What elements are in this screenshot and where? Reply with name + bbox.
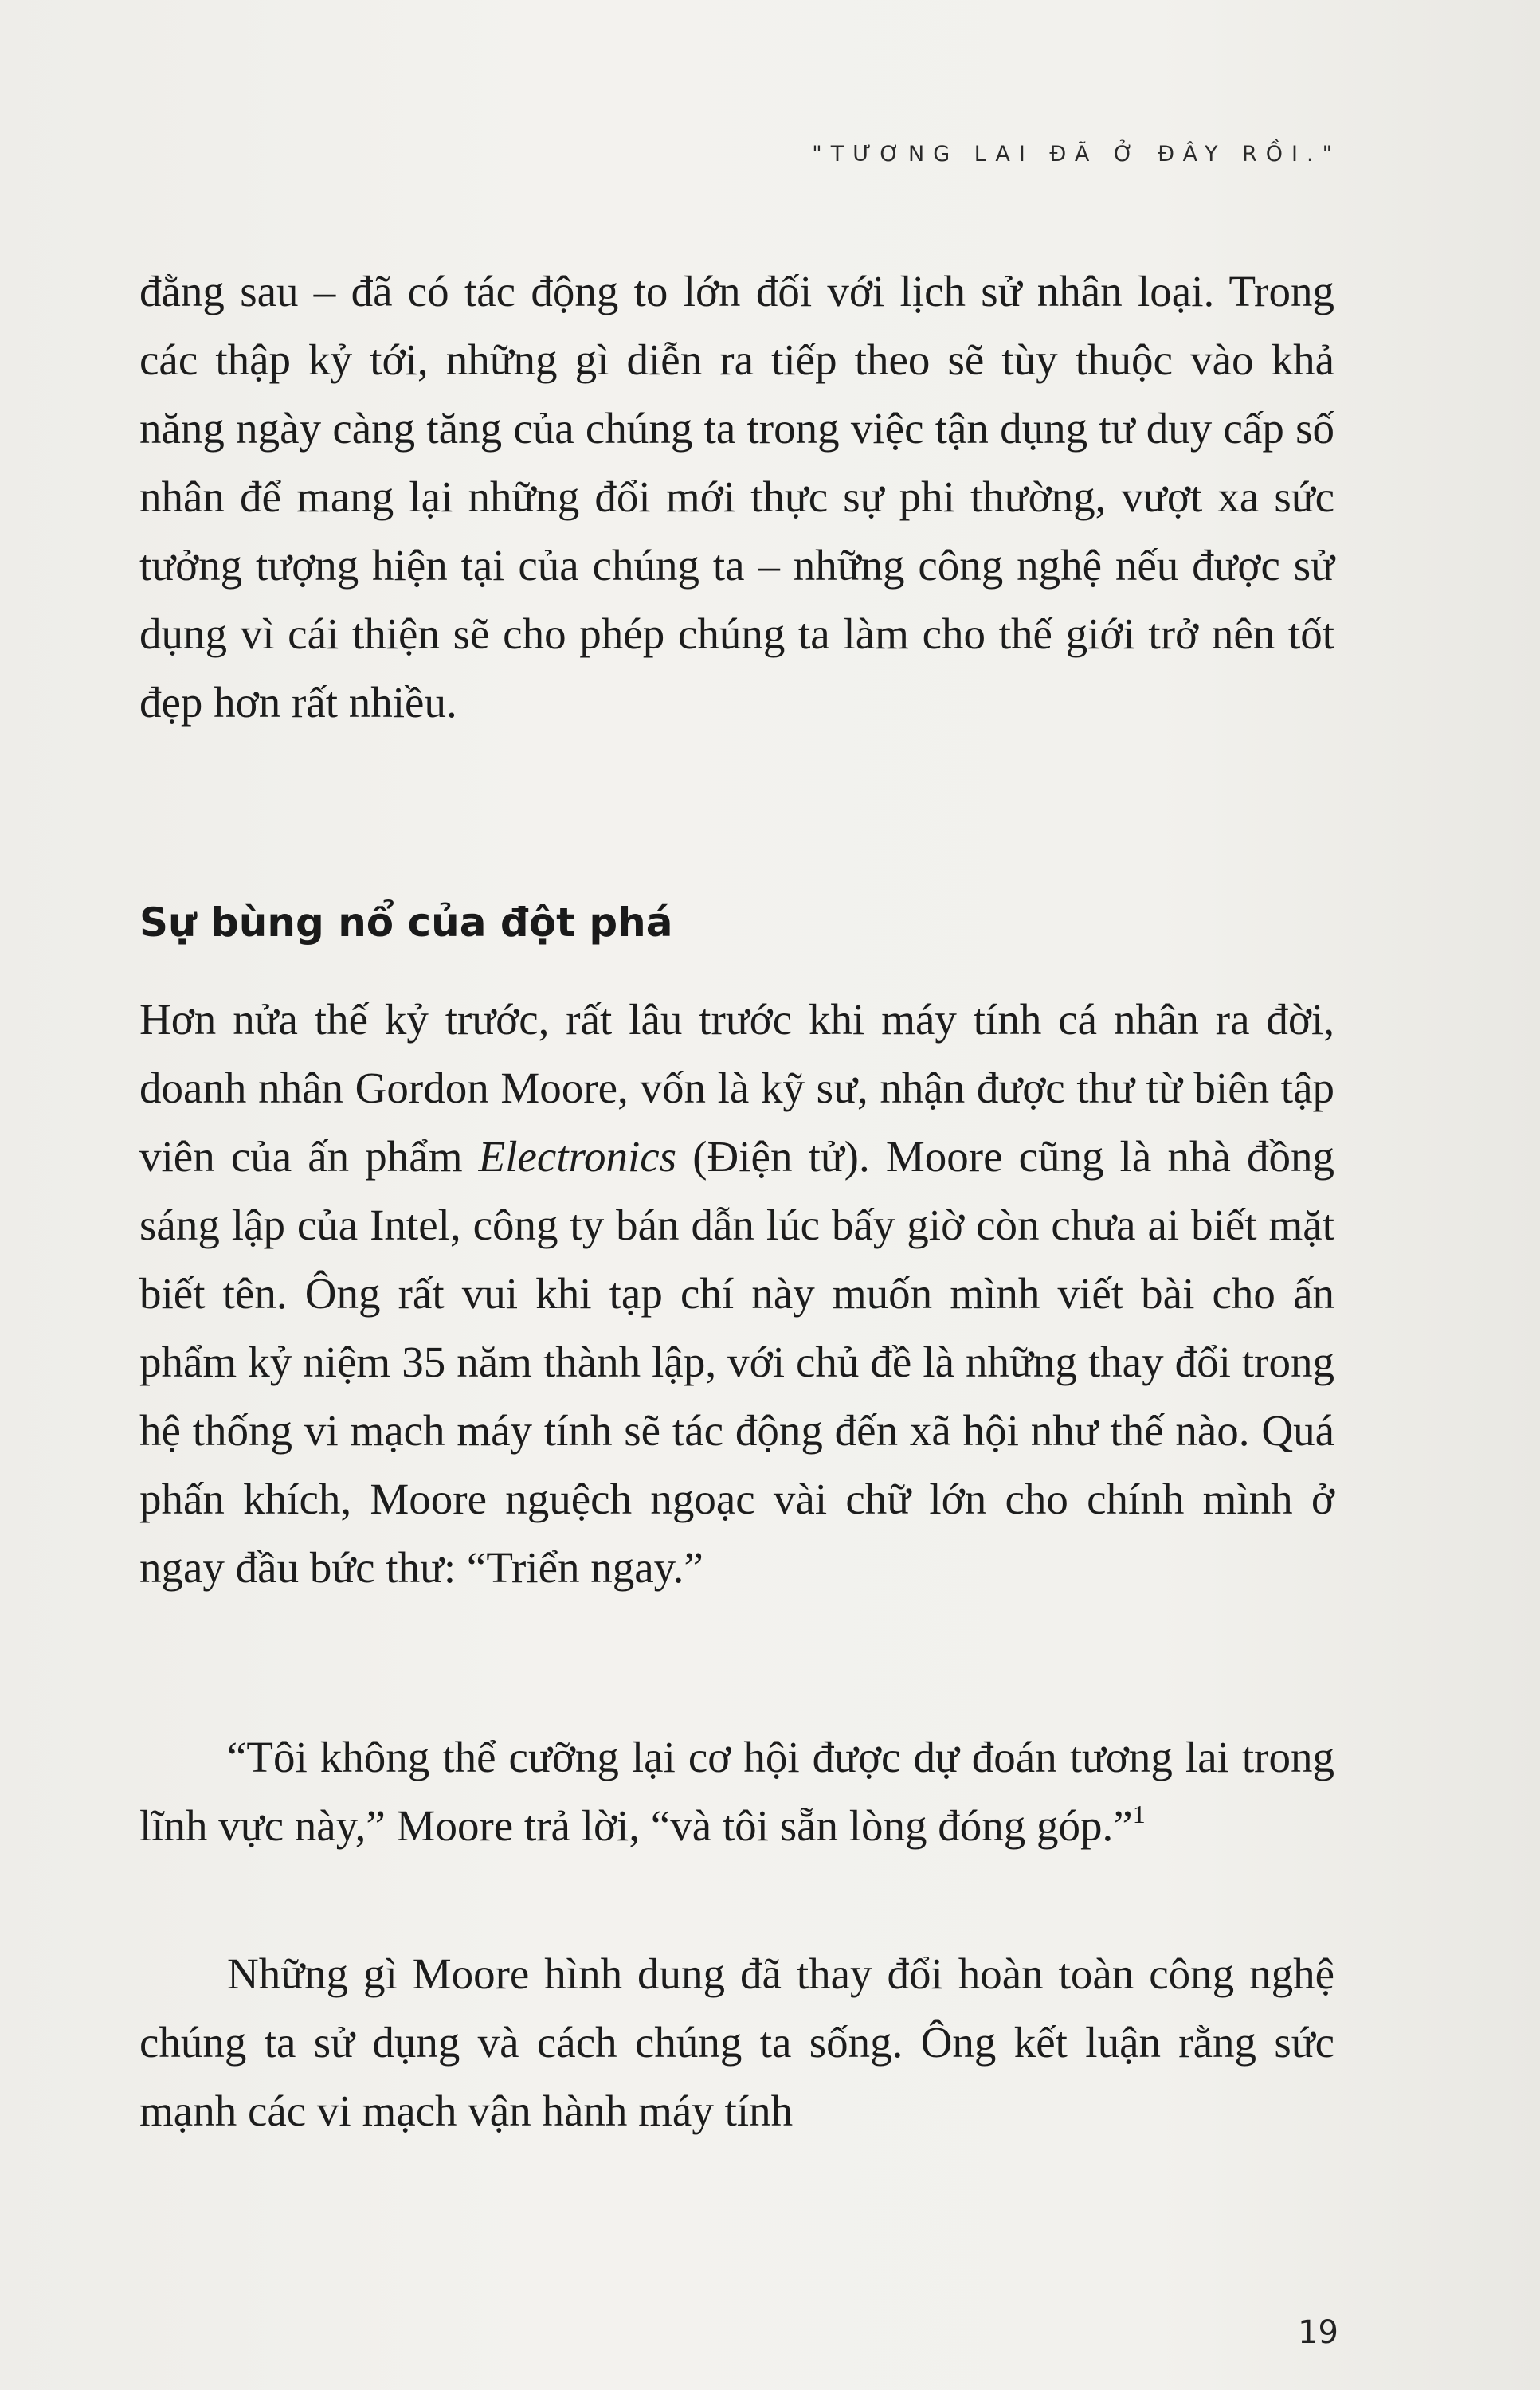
paragraph-2-text — [139, 1723, 1334, 1860]
paragraph-2 — [139, 1723, 1334, 1860]
section-heading: Sự bùng nổ của đột phá — [139, 899, 673, 946]
footnote-reference: 1 — [1132, 1800, 1146, 1828]
paragraph-3 — [139, 1940, 1334, 2145]
continuation-paragraph — [139, 257, 1334, 737]
continuation-text: đằng sau – đã có tác động to lớn đối với lịch sử nhân loại. Trong các thập kỷ tới, những gì diễn ra tiếp theo sẽ tùy thuộc vào khả năng ngày càng tăng của chúng ta trong việc tận dụng tư duy cấp số nhân để mang lại những đổi mới thực sự phi thường, vượt xa sức tưởng tượng hiện tại của chúng ta – những công nghệ nếu được sử dụng vì cái thiện sẽ cho phép chúng ta làm cho thế giới trở nên tốt đẹp hơn rất nhiều. — [139, 267, 1334, 727]
page-number: 19 — [1298, 2314, 1338, 2351]
paragraph-3-text: Những gì Moore hình dung đã thay đổi hoàn toàn công nghệ chúng ta sử dụng và cách chúng ta sống. Ông kết luận rằng sức mạnh các vi mạch vận hành máy tính — [139, 1949, 1334, 2135]
paragraph-1-text-start: Hơn nửa thế kỷ trước, rất lâu trước khi máy tính cá nhân ra đời, doanh nhân Gordon Moore, vốn là kỹ sư, nhận được thư từ biên tập viên của ấn phẩm — [139, 995, 1334, 1181]
paragraph-1 — [139, 985, 1334, 1602]
paragraph-1-text-end: (Điện tử). Moore cũng là nhà đồng sáng lập của Intel, công ty bán dẫn lúc bấy giờ còn chưa ai biết mặt biết tên. Ông rất vui khi tạp chí này muốn mình viết bài cho ấn phẩm kỷ niệm 35 năm thành lập, với chủ đề là những thay đổi trong hệ thống vi mạch máy tính sẽ tác động đến xã hội như thế nào. Quá phấn khích, Moore nguệch ngoạc vài chữ lớn cho chính mình ở ngay đầu bức thư: “Triển ngay.” — [139, 1132, 1335, 1592]
publication-title: Electronics — [478, 1132, 677, 1181]
running-head: "TƯƠNG LAI ĐÃ Ở ĐÂY RỒI." — [812, 142, 1341, 167]
quote-text: “Tôi không thể cưỡng lại cơ hội được dự đoán tương lai trong lĩnh vực này,” Moore trả lời, “và tôi sẵn lòng đóng góp.” — [139, 1733, 1334, 1850]
paragraph-1-text — [139, 985, 1334, 1602]
